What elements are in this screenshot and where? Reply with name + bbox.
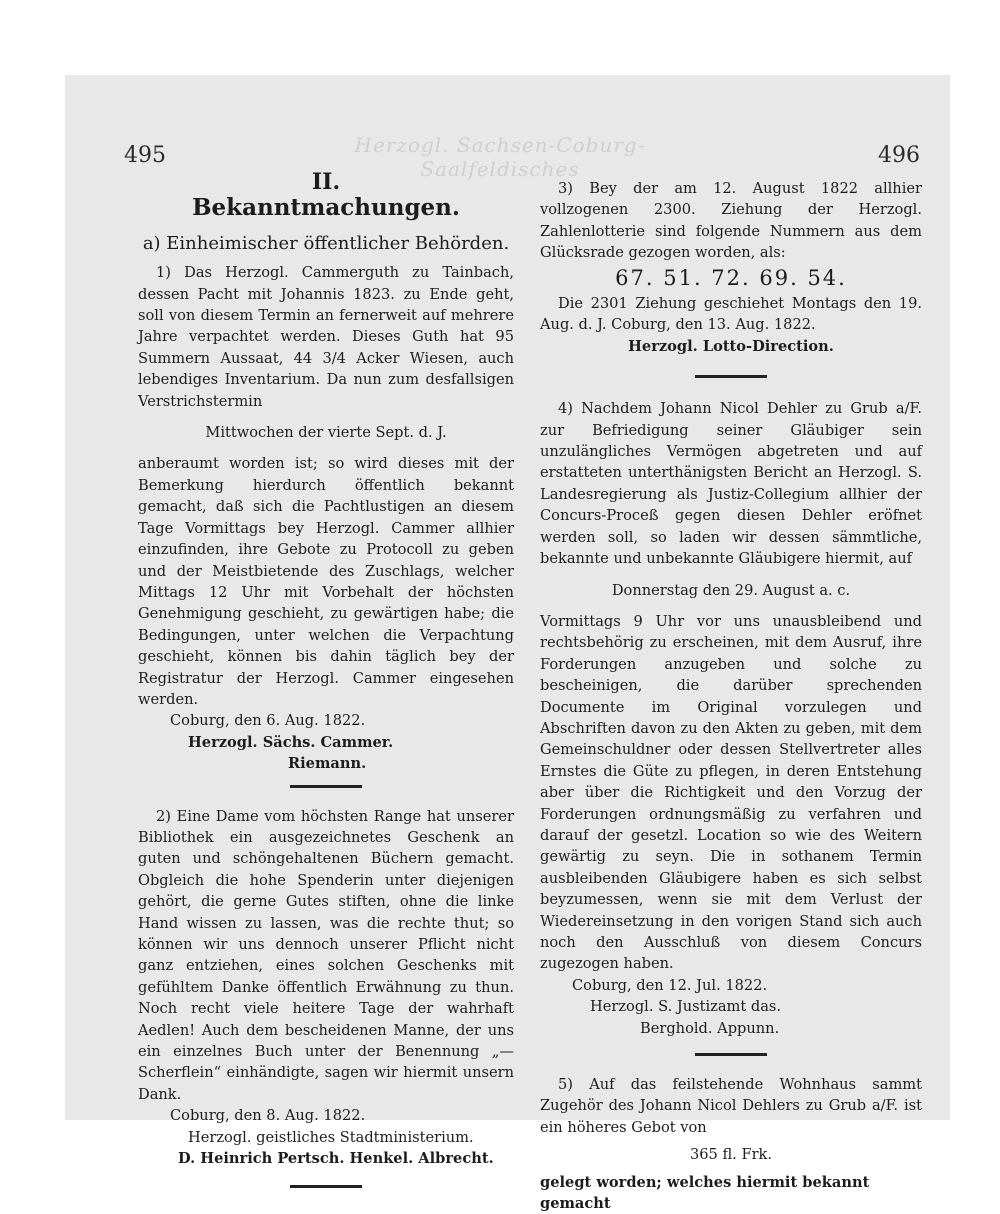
- section-title: Bekanntmachungen.: [192, 194, 460, 222]
- left-column: [138, 169, 514, 1198]
- notice-3-text: 3) Bey der am 12. August 1822 allhier vollzogenen 2300. Ziehung der Herzogl. Zahlenlotterie sind folgende Nummern aus dem Glücksrade gezogen worden, als:: [540, 180, 922, 262]
- notice-2-authority: Herzogl. geistliches Stadtministerium.: [188, 1128, 474, 1146]
- notice-1-signature: Riemann.: [288, 755, 367, 773]
- notice-5-text-continued: gelegt worden; welches hiermit bekannt gemacht: [540, 1173, 870, 1213]
- divider-rule: [695, 375, 767, 378]
- notice-1-authority: Herzogl. Sächs. Cammer.: [188, 733, 394, 751]
- notice-4-date: Donnerstag den 29. August a. c.: [611, 581, 851, 599]
- page-number-left: 495: [124, 143, 166, 168]
- right-column: [540, 178, 922, 1214]
- bleed-through-running-title: Herzogl. Sachsen-Coburg-Saalfeldisches: [354, 133, 646, 181]
- lottery-numbers: 67. 51. 72. 69. 54.: [615, 265, 847, 290]
- divider-rule: [290, 785, 362, 788]
- notice-4-place-date: Coburg, den 12. Jul. 1822.: [572, 976, 768, 994]
- notice-4-text: 4) Nachdem Johann Nicol Dehler zu Grub a/F. zur Befriedigung seiner Gläubiger sein unzulängliches Vermögen abgetreten und auf erstatteten unterthänigsten Bericht an Herzogl. S. Landesregierung als Justiz-Collegium allhier der Concurs-Proceß gegen diesen Dehler eröfnet werden soll, so laden wir dessen sämmtliche, bekannte und unbekannte Gläubigere hiermit, auf: [540, 400, 922, 568]
- notice-1-text: 1) Das Herzogl. Cammerguth zu Tainbach, dessen Pacht mit Johannis 1823. zu Ende geht, soll von diesem Termin an fernerweit auf mehrere Jahre verpachtet werden. Dieses Guth hat 95 Summern Aussaat, 44 3/4 Acker Wiesen, auch lebendiges Inventarium. Da nun zum desfallsigen Verstrichstermin: [138, 264, 514, 410]
- subheading: a) Einheimischer öffentlicher Behörden.: [142, 232, 510, 254]
- notice-4-signatures: Berghold. Appunn.: [640, 1019, 780, 1037]
- notice-1-text-continued: anberaumt worden ist; so wird dieses mit der Bemerkung hierdurch öffentlich bekannt gemacht, daß sich die Pachtlustigen an diesem Tage Vormittags bey Herzogl. Cammer allhier einzufinden, ihre Gebote zu Protocoll zu geben und der Meistbietende des Zuschlags, welcher Mittags 12 Uhr mit Vorbehalt der höchsten Genehmigung geschieht, zu gewärtigen habe; die Bedingungen, unter welchen die Verpachtung geschieht, können bis dahin täglich bey der Registratur der Herzogl. Cammer eingesehen werden.: [138, 455, 514, 708]
- notice-2-place-date: Coburg, den 8. Aug. 1822.: [170, 1107, 366, 1125]
- notice-4-authority: Herzogl. S. Justizamt das.: [590, 998, 782, 1016]
- notice-2-signatures: D. Heinrich Pertsch. Henkel. Albrecht.: [178, 1150, 494, 1168]
- divider-rule: [290, 1185, 362, 1188]
- page-number-right: 496: [878, 143, 920, 168]
- notice-1-date: Mittwochen der vierte Sept. d. J.: [205, 424, 447, 442]
- notice-2-text: 2) Eine Dame vom höchsten Range hat unserer Bibliothek ein ausgezeichnetes Geschenk an guten und schöngehaltenen Büchern gemacht. Obgleich die hohe Spenderin unter diejenigen gehört, die gerne Gutes stiften, ohne die linke Hand wissen zu lassen, was die rechte thut; so können wir uns dennoch unserer Pflicht nicht ganz entziehen, eines solchen Geschenks mit gefühltem Danke öffentlich Erwähnung zu thun. Noch recht viele heitere Tage der wahrhaft Aedlen! Auch dem bescheidenen Manne, der uns ein einzelnes Buch unter der Benennung „— Scherflein“ einhändigte, sagen wir hiermit unsern Dank.: [138, 807, 514, 1103]
- notice-3-authority: Herzogl. Lotto-Direction.: [628, 337, 834, 355]
- section-number: II.: [311, 169, 341, 195]
- notice-5-amount: 365 fl. Frk.: [689, 1146, 773, 1164]
- notice-1-place-date: Coburg, den 6. Aug. 1822.: [170, 712, 366, 730]
- notice-5-text: 5) Auf das feilstehende Wohnhaus sammt Zugehör des Johann Nicol Dehlers zu Grub a/F. ist ein höheres Gebot von: [540, 1076, 922, 1136]
- notice-4-text-continued: Vormittags 9 Uhr vor uns unausbleibend und rechtsbehörig zu erscheinen, mit dem Ausruf, ihre Forderungen anzugeben und solche zu bescheinigen, die darüber sprechenden Documente im Original vorzulegen und Abschriften davon zu den Akten zu geben, mit dem Gemeinschuldner oder dessen Stellvertreter alles Ernstes die Güte zu pflegen, in deren Entstehung aber über die Richtigkeit und den Vorzug der Forderungen ordnungsmäßig zu verfahren und darauf der gesetzl. Location so wie des Weitern gewärtig zu seyn. Die in sothanem Termin ausbleibenden Gläubigere haben es sich selbst beyzumessen, wenn sie mit dem Verlust der Wiedereinsetzung in den vorigen Stand sich auch noch den Ausschluß von diesem Concurs zugezogen haben.: [540, 612, 922, 973]
- divider-rule: [695, 1053, 767, 1056]
- notice-3-text-continued: Die 2301 Ziehung geschiehet Montags den 19. Aug. d. J. Coburg, den 13. Aug. 1822.: [540, 295, 922, 334]
